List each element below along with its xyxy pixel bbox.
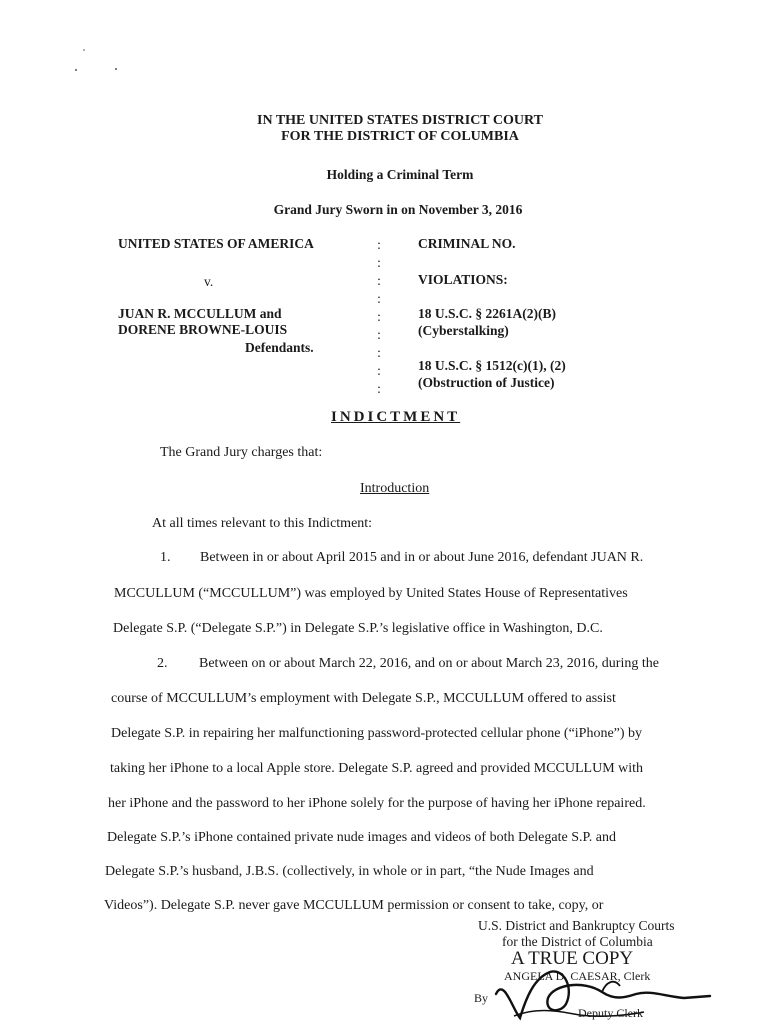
- paragraph-line: Delegate S.P.’s iPhone contained private nude images and videos of both Delegate S.P. and: [107, 830, 616, 845]
- paragraph-line: MCCULLUM (“MCCULLUM”) was employed by United States House of Representatives: [114, 586, 628, 601]
- paragraph-line: taking her iPhone to a local Apple store. Delegate S.P. agreed and provided MCCULLUM with: [110, 761, 644, 776]
- stamp-by: By: [474, 991, 489, 1005]
- defendants-label: Defendants.: [245, 340, 314, 355]
- paragraph-number: 1.: [160, 550, 171, 565]
- statute-2: 18 U.S.C. § 1512(c)(1), (2): [418, 358, 566, 373]
- stamp-district: for the District of Columbia: [502, 934, 653, 949]
- case-caption: [118, 236, 598, 396]
- document-title: INDICTMENT: [331, 409, 461, 425]
- court-line-1: IN THE UNITED STATES DISTRICT COURT: [257, 113, 543, 128]
- statute-1: 18 U.S.C. § 2261A(2)(B): [418, 306, 556, 321]
- stamp-true-copy: A TRUE COPY: [511, 948, 634, 969]
- paragraph-line: Videos”). Delegate S.P. never gave MCCULLUM permission or consent to take, copy, or: [104, 898, 604, 913]
- caption-colon: :: [377, 273, 381, 288]
- stamp-court: U.S. District and Bankruptcy Courts: [478, 918, 675, 933]
- statute-2-desc: (Obstruction of Justice): [418, 375, 555, 390]
- paragraph-line: her iPhone and the password to her iPhone solely for the purpose of having her iPhone repaired.: [108, 796, 646, 811]
- versus: v.: [204, 274, 214, 289]
- paragraph-line: Between on or about March 22, 2016, and on or about March 23, 2016, during the: [199, 656, 659, 671]
- paragraph-line: Between in or about April 2015 and in or about June 2016, defendant JUAN R.: [200, 550, 644, 565]
- stamp-deputy-clerk: Deputy Clerk: [578, 1006, 643, 1020]
- caption-colon: :: [377, 381, 381, 396]
- paragraph-number: 2.: [157, 656, 168, 671]
- criminal-term: Holding a Criminal Term: [326, 167, 474, 182]
- charges-intro: The Grand Jury charges that:: [160, 445, 323, 460]
- caption-colon: :: [377, 327, 381, 342]
- true-copy-stamp: [474, 918, 714, 1024]
- grand-jury-sworn: Grand Jury Sworn in on November 3, 2016: [273, 202, 523, 217]
- paragraph-line: Delegate S.P. in repairing her malfunctioning password-protected cellular phone (“iPhone”) by: [111, 726, 643, 741]
- criminal-number: CRIMINAL NO.: [418, 236, 516, 251]
- defendant-1: JUAN R. MCCULLUM and: [118, 306, 282, 321]
- court-line-2: FOR THE DISTRICT OF COLUMBIA: [281, 129, 519, 144]
- violations-label: VIOLATIONS:: [418, 272, 508, 287]
- relevance-statement: At all times relevant to this Indictment:: [152, 516, 373, 531]
- caption-colon: :: [377, 237, 381, 252]
- caption-colon: :: [377, 363, 381, 378]
- plaintiff-name: UNITED STATES OF AMERICA: [118, 236, 314, 251]
- scan-specks: [74, 46, 124, 78]
- paragraph-line: course of MCCULLUM’s employment with Delegate S.P., MCCULLUM offered to assist: [111, 691, 616, 706]
- section-heading: Introduction: [360, 481, 430, 496]
- caption-colon: :: [377, 255, 381, 270]
- caption-colon: :: [377, 309, 381, 324]
- caption-colon: :: [377, 345, 381, 360]
- statute-1-desc: (Cyberstalking): [418, 323, 509, 338]
- stamp-clerk: ANGELA D. CAESAR, Clerk: [504, 969, 651, 983]
- court-heading: [0, 113, 768, 145]
- signature-icon: [474, 958, 714, 1024]
- caption-colon: :: [377, 291, 381, 306]
- paragraph-line: Delegate S.P. (“Delegate S.P.”) in Delegate S.P.’s legislative office in Washington, D.C.: [113, 621, 603, 636]
- paragraph-line: Delegate S.P.’s husband, J.B.S. (collectively, in whole or in part, “the Nude Images and: [105, 864, 594, 879]
- defendant-2: DORENE BROWNE-LOUIS: [118, 322, 288, 337]
